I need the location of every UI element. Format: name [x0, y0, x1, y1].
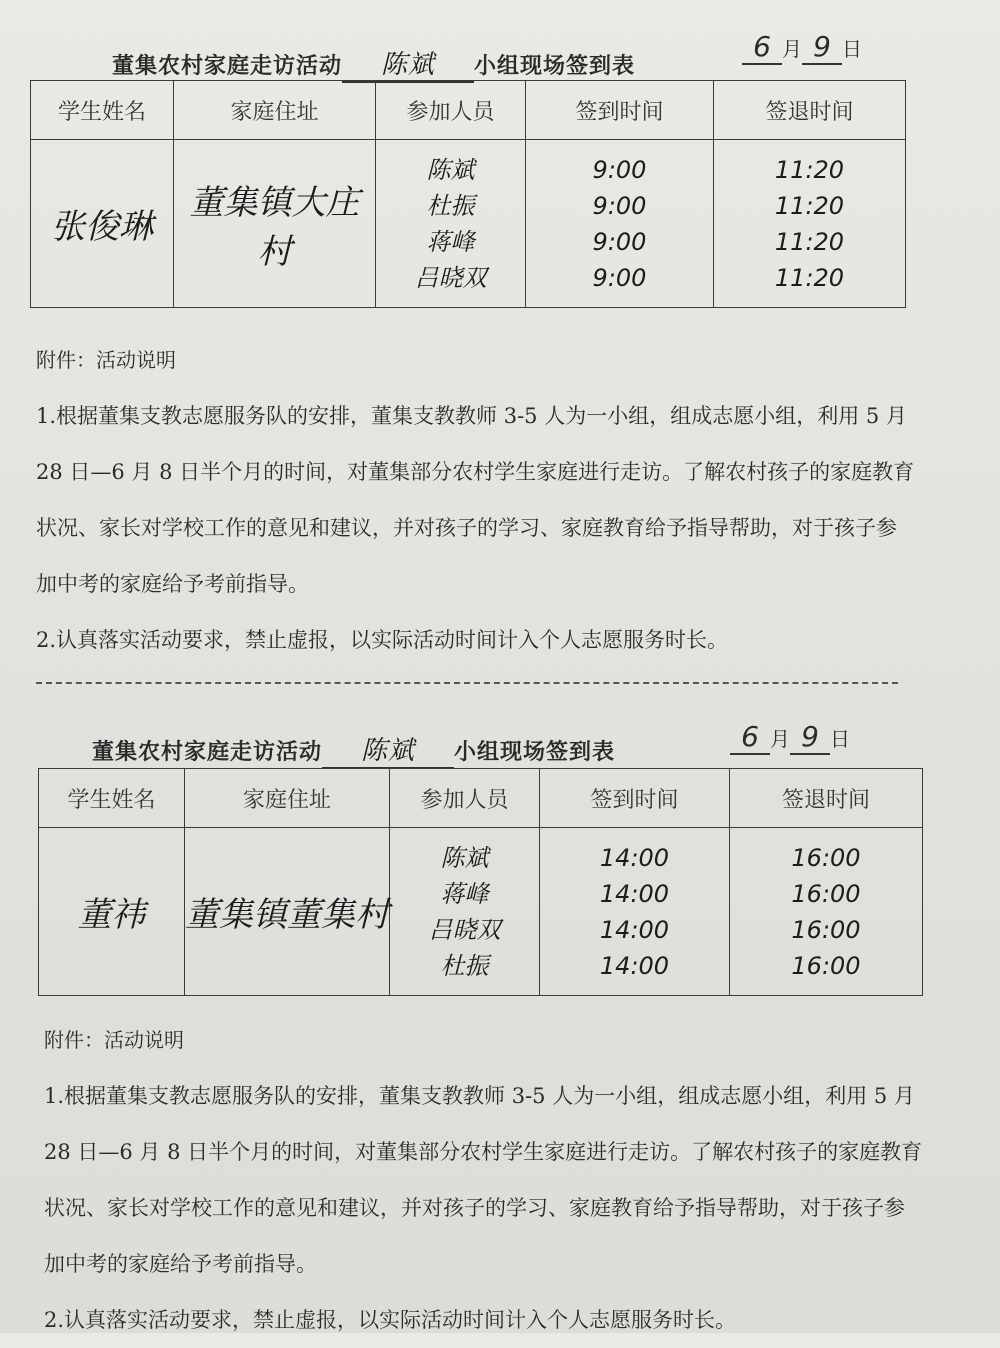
sign-out-time: 11:20	[774, 227, 845, 256]
form-date	[742, 30, 862, 65]
date-month: 6	[730, 720, 770, 755]
participants-cell	[376, 140, 526, 308]
group-name: 陈斌	[342, 44, 474, 83]
sign-in-time: 9:00	[592, 227, 647, 256]
title-prefix: 董集农村家庭走访活动	[92, 739, 323, 765]
participant: 杜振	[426, 191, 475, 220]
sign-in-table	[30, 80, 906, 308]
sign-in-cell	[540, 828, 730, 996]
header-sign-in-time: 签到时间	[526, 81, 714, 140]
sign-out-time: 11:20	[774, 155, 845, 184]
day-label: 日	[830, 727, 850, 751]
sign-out-time: 16:00	[791, 915, 861, 944]
note-2: 2.认真落实活动要求，禁止虚报，以实际活动时间计入个人志愿服务时长。	[44, 1308, 737, 1332]
participant: 吕晓双	[428, 915, 501, 944]
participant: 蒋峰	[426, 227, 475, 256]
sign-out-time: 11:20	[774, 263, 845, 292]
participant: 吕晓双	[414, 263, 487, 292]
address-cell: 董集镇董集村	[185, 828, 390, 996]
table-header-row	[31, 81, 906, 140]
date-day: 9	[802, 30, 842, 65]
title-prefix: 董集农村家庭走访活动	[112, 53, 343, 79]
participants-cell	[390, 828, 540, 996]
group-name: 陈斌	[322, 730, 454, 769]
participant: 杜振	[440, 951, 489, 980]
note-1: 1.根据董集支教志愿服务队的安排，董集支教教师 3-5 人为一小组，组成志愿小组，利用 5 月 28 日—6 月 8 日半个月的时间，对董集部分农村学生家庭进行走访。了解农村孩子的家庭教育状况、家长对学校工作的意见和建议，并对孩子的学习、家庭教育给予指导帮助，对于孩子参加中考的家庭给予考前指导。	[36, 404, 915, 596]
header-sign-out-time: 签退时间	[714, 81, 906, 140]
header-student-name: 学生姓名	[31, 81, 174, 140]
header-participants: 参加人员	[376, 81, 526, 140]
header-participants: 参加人员	[390, 769, 540, 828]
month-label: 月	[770, 727, 790, 751]
student-name-cell: 张俊琳	[31, 140, 174, 308]
sign-out-time: 11:20	[774, 191, 845, 220]
sign-in-time: 14:00	[599, 879, 670, 908]
dashed-divider	[36, 682, 898, 684]
sign-out-cell	[714, 140, 906, 308]
title-suffix: 小组现场签到表	[474, 53, 636, 79]
notes-label: 附件：活动说明	[44, 1028, 184, 1052]
month-label: 月	[782, 37, 802, 61]
sign-in-time: 9:00	[592, 263, 647, 292]
notes-label: 附件：活动说明	[36, 348, 176, 372]
sign-out-cell	[730, 828, 923, 996]
address-cell: 董集镇大庄村	[174, 140, 376, 308]
sign-in-time: 9:00	[592, 155, 647, 184]
form-title	[92, 730, 615, 769]
header-sign-in-time: 签到时间	[540, 769, 730, 828]
participant: 陈斌	[440, 843, 489, 872]
sign-out-time: 16:00	[791, 879, 861, 908]
note-2: 2.认真落实活动要求，禁止虚报，以实际活动时间计入个人志愿服务时长。	[36, 628, 729, 652]
sign-out-time: 16:00	[791, 951, 861, 980]
sign-in-time: 14:00	[599, 915, 670, 944]
form-title	[112, 44, 635, 83]
participant: 陈斌	[426, 155, 475, 184]
sign-in-cell	[526, 140, 714, 308]
sign-in-time: 9:00	[592, 191, 647, 220]
participant: 蒋峰	[440, 879, 489, 908]
form-date	[730, 720, 850, 755]
header-student-name: 学生姓名	[39, 769, 185, 828]
activity-notes	[44, 1012, 924, 1348]
sign-in-table	[38, 768, 923, 996]
header-address: 家庭住址	[174, 81, 376, 140]
activity-notes	[36, 332, 916, 668]
table-header-row	[39, 769, 923, 828]
title-suffix: 小组现场签到表	[454, 739, 616, 765]
header-sign-out-time: 签退时间	[730, 769, 923, 828]
sign-in-form-2	[0, 690, 1000, 1333]
note-1: 1.根据董集支教志愿服务队的安排，董集支教教师 3-5 人为一小组，组成志愿小组，利用 5 月 28 日—6 月 8 日半个月的时间，对董集部分农村学生家庭进行走访。了解农村孩子的家庭教育状况、家长对学校工作的意见和建议，并对孩子的学习、家庭教育给予指导帮助，对于孩子参加中考的家庭给予考前指导。	[44, 1084, 923, 1276]
student-name-cell: 董祎	[39, 828, 185, 996]
sign-in-time: 14:00	[599, 951, 670, 980]
table-row	[31, 140, 906, 308]
day-label: 日	[842, 37, 862, 61]
sign-out-time: 16:00	[791, 843, 861, 872]
date-month: 6	[742, 30, 782, 65]
sign-in-time: 14:00	[599, 843, 670, 872]
table-row	[39, 828, 923, 996]
header-address: 家庭住址	[185, 769, 390, 828]
date-day: 9	[790, 720, 830, 755]
